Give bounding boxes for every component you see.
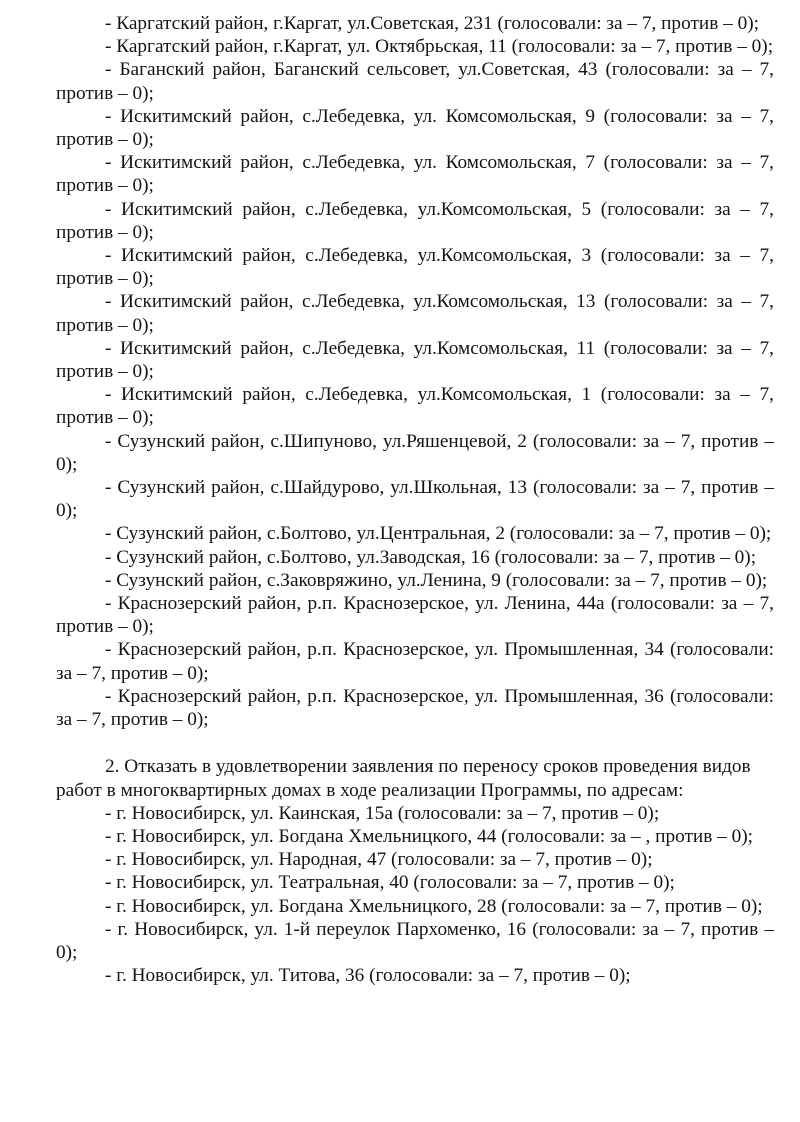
list-item: - Сузунский район, с.Болтово, ул.Центральная, 2 (голосовали: за – 7, против – 0);	[105, 523, 772, 545]
list-item: - г. Новосибирск, ул. Народная, 47 (голосовали: за – 7, против – 0);	[105, 849, 653, 871]
list-item: - Искитимский район, с.Лебедевка, ул. Комсомольская, 7 (голосовали: за – 7, против – 0);	[56, 152, 774, 197]
list-item: - Искитимский район, с.Лебедевка, ул.Комсомольская, 3 (голосовали: за – 7, против – 0);	[56, 245, 774, 290]
list-item: - Сузунский район, с.Шайдурово, ул.Школьная, 13 (голосовали: за – 7, против – 0);	[56, 477, 774, 522]
list-item: - Искитимский район, с.Лебедевка, ул.Комсомольская, 13 (голосовали: за – 7, против – 0);	[56, 291, 774, 336]
list-item: - г. Новосибирск, ул. Титова, 36 (голосовали: за – 7, против – 0);	[105, 965, 631, 987]
address-list-approved	[56, 12, 774, 731]
list-item: - Каргатский район, г.Каргат, ул. Октябрьская, 11 (голосовали: за – 7, против – 0);	[105, 36, 774, 58]
list-item: - г. Новосибирск, ул. Богдана Хмельницкого, 44 (голосовали: за – , против – 0);	[105, 825, 754, 847]
section-2-heading-line-1: 2. Отказать в удовлетворении заявления по переносу сроков проведения видов	[105, 756, 751, 778]
list-item: - Сузунский район, с.Шипуново, ул.Ряшенцевой, 2 (голосовали: за – 7, против – 0);	[56, 430, 774, 475]
list-item: - Сузунский район, с.Болтово, ул.Заводская, 16 (голосовали: за – 7, против – 0);	[105, 546, 757, 568]
list-item: - Каргатский район, г.Каргат, ул.Советская, 231 (голосовали: за – 7, против – 0);	[105, 13, 760, 34]
list-item: - Искитимский район, с.Лебедевка, ул.Комсомольская, 1 (голосовали: за – 7, против – 0);	[56, 384, 774, 429]
list-item: - Искитимский район, с.Лебедевка, ул. Комсомольская, 9 (голосовали: за – 7, против – 0);	[56, 105, 774, 151]
list-item: - г. Новосибирск, ул. Каинская, 15а (голосовали: за – 7, против – 0);	[105, 802, 660, 824]
list-item: - Краснозерский район, р.п. Краснозерское, ул. Ленина, 44а (голосовали: за – 7, против – 0);	[56, 593, 774, 638]
list-item: - г. Новосибирск, ул. 1-й переулок Пархоменко, 16 (голосовали: за – 7, против – 0);	[56, 918, 774, 963]
section-2-heading-line-2: работ в многоквартирных домах в ходе реализации Программы, по адресам:	[56, 779, 684, 801]
list-item: - г. Новосибирск, ул. Богдана Хмельницкого, 28 (голосовали: за – 7, против – 0);	[105, 895, 763, 917]
address-list-refused	[56, 802, 774, 988]
list-item: - Искитимский район, с.Лебедевка, ул.Комсомольская, 11 (голосовали: за – 7, против – 0);	[56, 337, 774, 383]
list-item: - Сузунский район, с.Заковряжино, ул.Ленина, 9 (голосовали: за – 7, против – 0);	[105, 569, 768, 591]
section-gap	[56, 731, 774, 755]
list-item: - Краснозерский район, р.п. Краснозерское, ул. Промышленная, 34 (голосовали: за – 7, против – 0);	[56, 639, 774, 684]
list-item: - Баганский район, Баганский сельсовет, ул.Советская, 43 (голосовали: за – 7, против – 0);	[56, 59, 774, 104]
list-item: - г. Новосибирск, ул. Театральная, 40 (голосовали: за – 7, против – 0);	[105, 872, 675, 894]
list-item: - Искитимский район, с.Лебедевка, ул.Комсомольская, 5 (голосовали: за – 7, против – 0);	[56, 198, 774, 243]
section-2-heading	[56, 755, 774, 801]
list-item: - Краснозерский район, р.п. Краснозерское, ул. Промышленная, 36 (голосовали: за – 7, против – 0);	[56, 685, 774, 731]
